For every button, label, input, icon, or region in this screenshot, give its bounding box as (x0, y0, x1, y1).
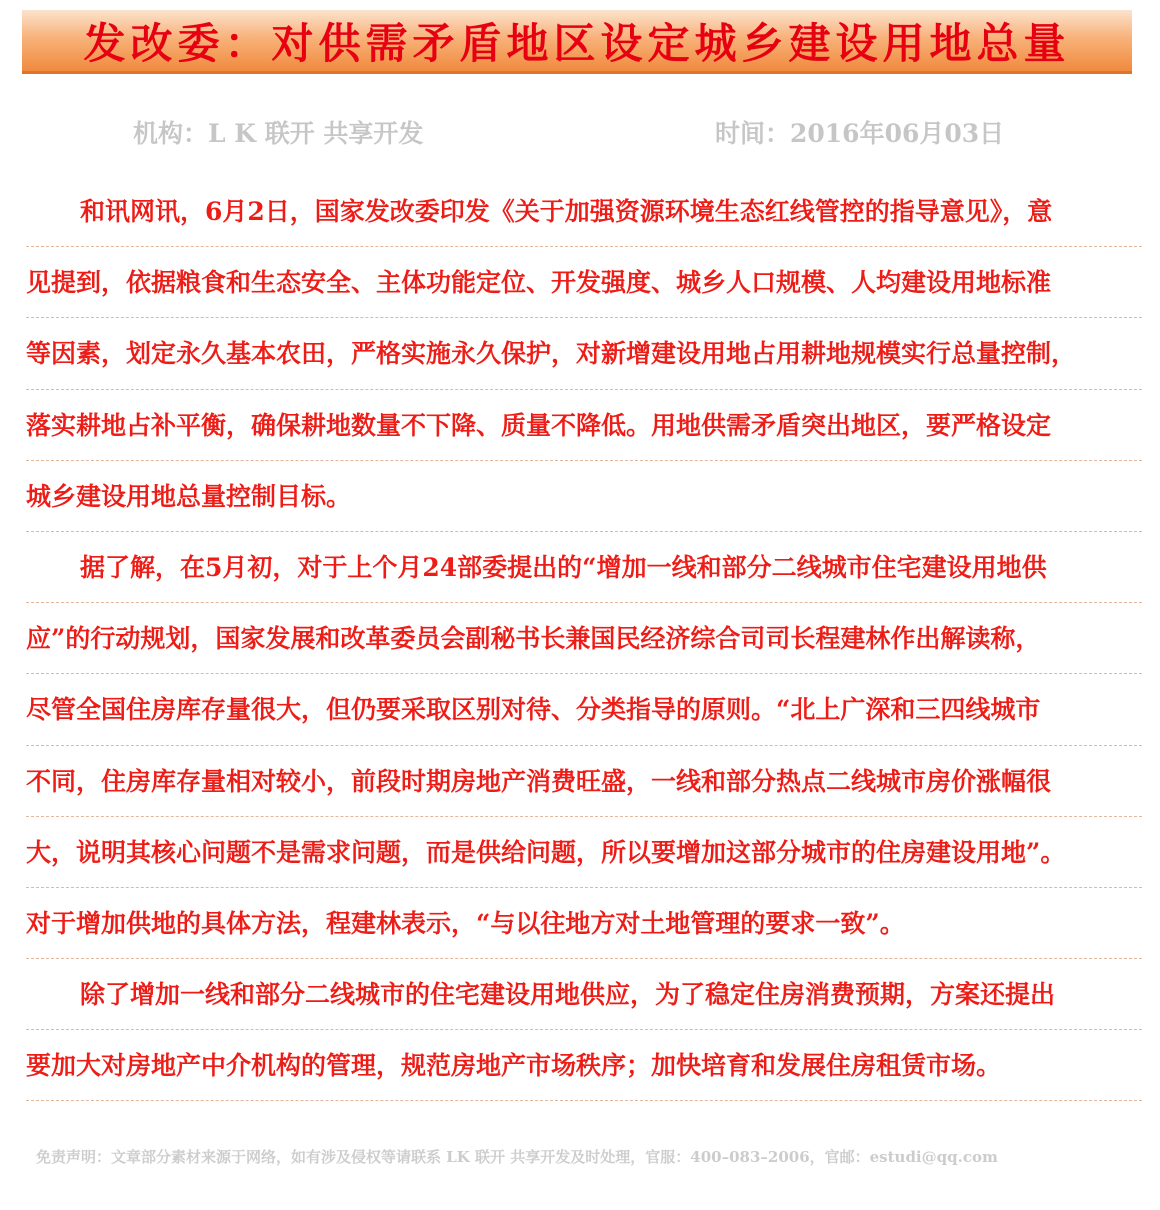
article-line: 除了增加一线和部分二线城市的住宅建设用地供应，为了稳定住房消费预期，方案还提出 (26, 959, 1142, 1030)
article-line: 不同，住房库存量相对较小，前段时期房地产消费旺盛，一线和部分热点二线城市房价涨幅很 (26, 746, 1142, 817)
page-title: 发改委：对供需矛盾地区设定城乡建设用地总量 (83, 18, 1071, 68)
article-line: 应”的行动规划，国家发展和改革委员会副秘书长兼国民经济综合司司长程建林作出解读称， (26, 603, 1142, 674)
article-line: 城乡建设用地总量控制目标。 (26, 461, 1142, 532)
article-line: 对于增加供地的具体方法，程建林表示，“与以往地方对土地管理的要求一致”。 (26, 888, 1142, 959)
article-line: 尽管全国住房库存量很大，但仍要采取区别对待、分类指导的原则。“北上广深和三四线城市 (26, 674, 1142, 745)
publish-time: 时间：2016年06月03日 (715, 119, 1005, 148)
article-line: 落实耕地占补平衡，确保耕地数量不下降、质量不降低。用地供需矛盾突出地区，要严格设定 (26, 390, 1142, 461)
article-line: 据了解，在5月初，对于上个月24部委提出的“增加一线和部分二线城市住宅建设用地供 (26, 532, 1142, 603)
disclaimer: 免责声明：文章部分素材来源于网络，如有涉及侵权等请联系 LK 联开 共享开发及时处理，官服：400–083–2006，官邮：estudi@qq.com (36, 1148, 998, 1166)
article-line: 要加大对房地产中介机构的管理，规范房地产市场秩序；加快培育和发展住房租赁市场。 (26, 1030, 1142, 1101)
article-body (26, 176, 1142, 1101)
article-line: 和讯网讯，6月2日，国家发改委印发《关于加强资源环境生态红线管控的指导意见》，意 (26, 176, 1142, 247)
article-line: 见提到，依据粮食和生态安全、主体功能定位、开发强度、城乡人口规模、人均建设用地标准 (26, 247, 1142, 318)
source-organization: 机构：L K 联开 共享开发 (133, 119, 424, 148)
title-banner (22, 10, 1132, 74)
article-line: 大，说明其核心问题不是需求问题，而是供给问题，所以要增加这部分城市的住房建设用地”。 (26, 817, 1142, 888)
article-line: 等因素，划定永久基本农田，严格实施永久保护，对新增建设用地占用耕地规模实行总量控制， (26, 318, 1142, 389)
